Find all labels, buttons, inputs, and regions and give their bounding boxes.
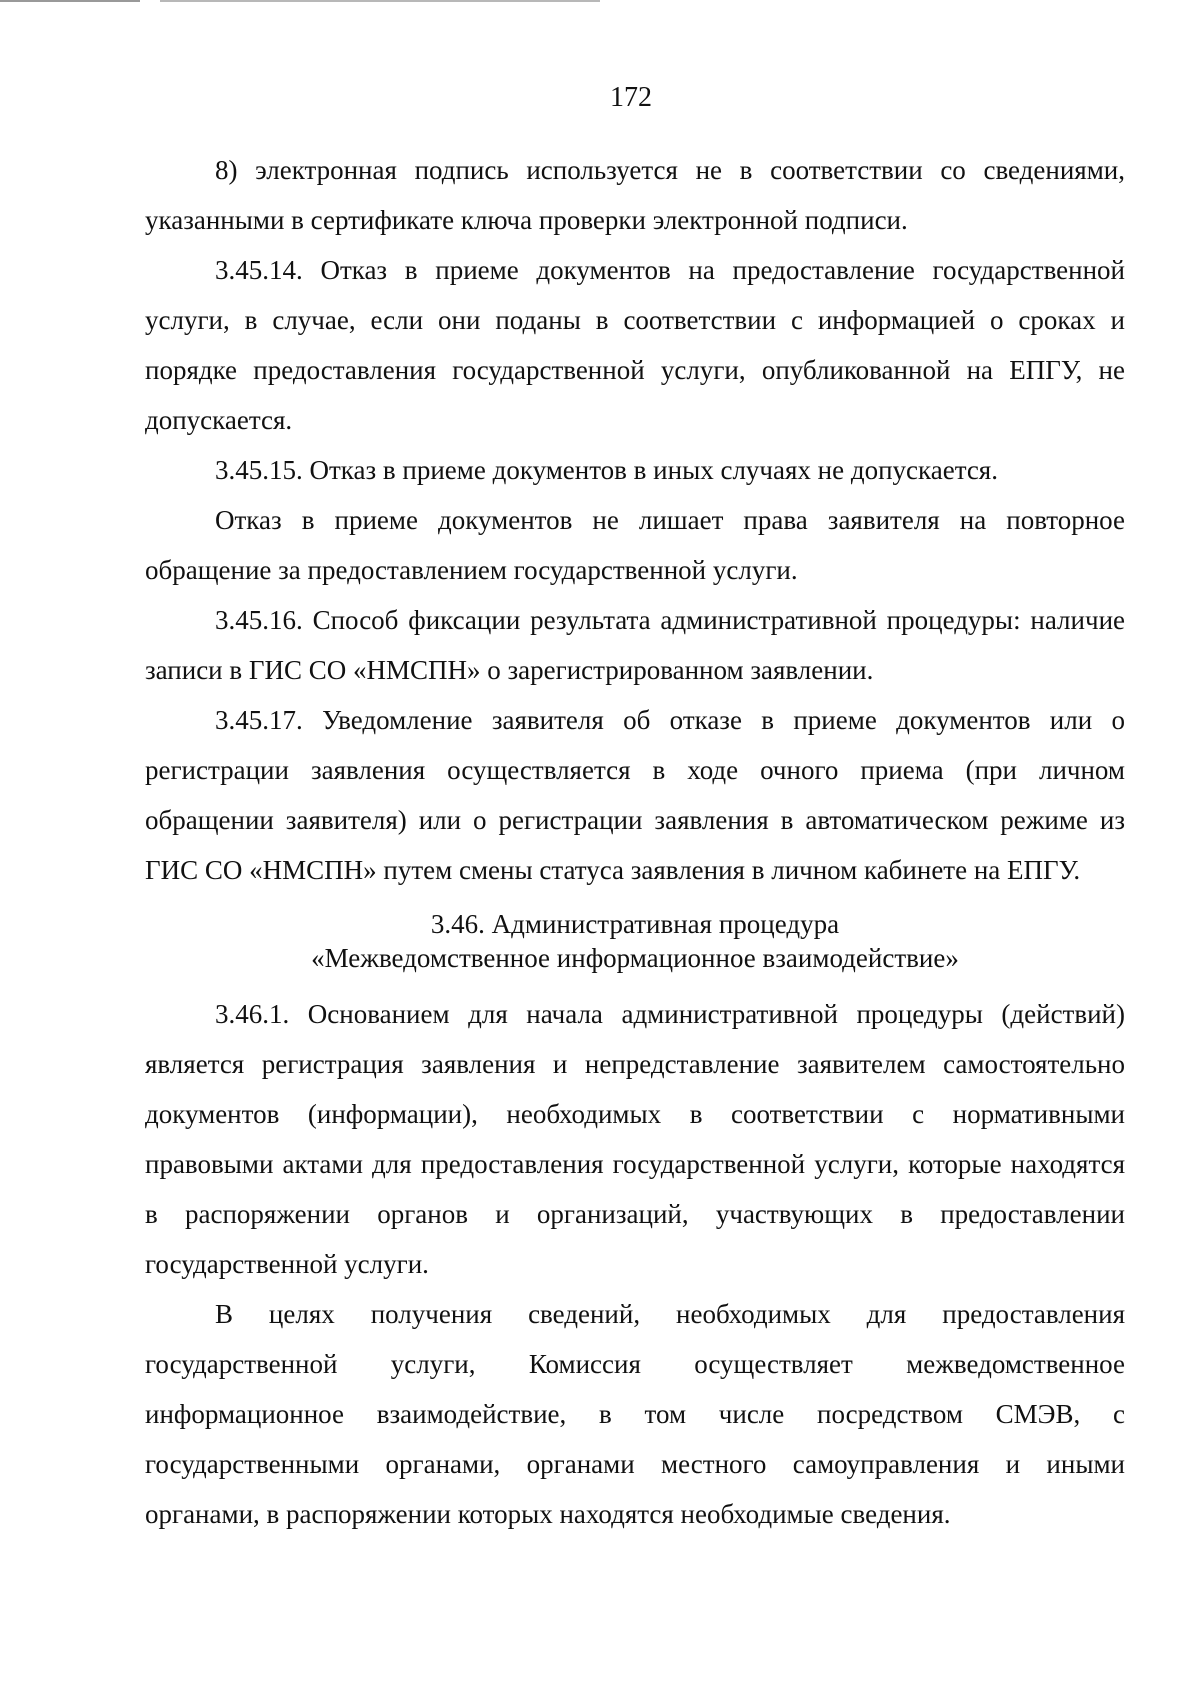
- paragraph-refusal-note: Отказ в приеме документов не лишает права заявителя на повторное обращение за предоставлением государственной услуги.: [145, 505, 1125, 585]
- paragraph-interagency: В целях получения сведений, необходимых для предоставления государственной услуги, Комиссия осуществляет межведомственное информационное взаимодействие, в том числе посредством СМЭВ, с государственными органами, органами местного самоуправления и иными органами, в распоряжении которых находятся необходимые сведения.: [145, 1299, 1125, 1529]
- paragraph-3-46-1: 3.46.1. Основанием для начала административной процедуры (действий) является регистрация заявления и непредставление заявителем самостоятельно документов (информации), необходимых в соответствии с нормативными правовыми актами для предоставления государственной услуги, которые находятся в распоряжении органов и организаций, участвующих в предоставлении государственной услуги.: [145, 999, 1125, 1279]
- paragraph-3-45-15: 3.45.15. Отказ в приеме документов в иных случаях не допускается.: [215, 455, 998, 485]
- scan-edge-artifact: [0, 0, 600, 2]
- paragraph-3-45-16: 3.45.16. Способ фиксации результата административной процедуры: наличие записи в ГИС СО «НМСПН» о зарегистрированном заявлении.: [145, 605, 1125, 685]
- paragraph-3-45-17: 3.45.17. Уведомление заявителя об отказе в приеме документов или о регистрации заявления осуществляется в ходе очного приема (при личном обращении заявителя) или о регистрации заявления в автоматическом режиме из ГИС СО «НМСПН» путем смены статуса заявления в личном кабинете на ЕПГУ.: [145, 705, 1125, 885]
- section-heading-line1: 3.46. Административная процедура: [430, 909, 840, 939]
- section-heading-line2: «Межведомственное информационное взаимодействие»: [311, 943, 959, 973]
- section-heading: [145, 907, 1125, 975]
- paragraph-item-8: 8) электронная подпись используется не в соответствии со сведениями, указанными в сертификате ключа проверки электронной подписи.: [145, 155, 1125, 235]
- page-number: 172: [610, 82, 652, 113]
- document-body: [145, 145, 1125, 1539]
- paragraph-3-45-14: 3.45.14. Отказ в приеме документов на предоставление государственной услуги, в случае, если они поданы в соответствии с информацией о сроках и порядке предоставления государственной услуги, опубликованной на ЕПГУ, не допускается.: [145, 255, 1125, 435]
